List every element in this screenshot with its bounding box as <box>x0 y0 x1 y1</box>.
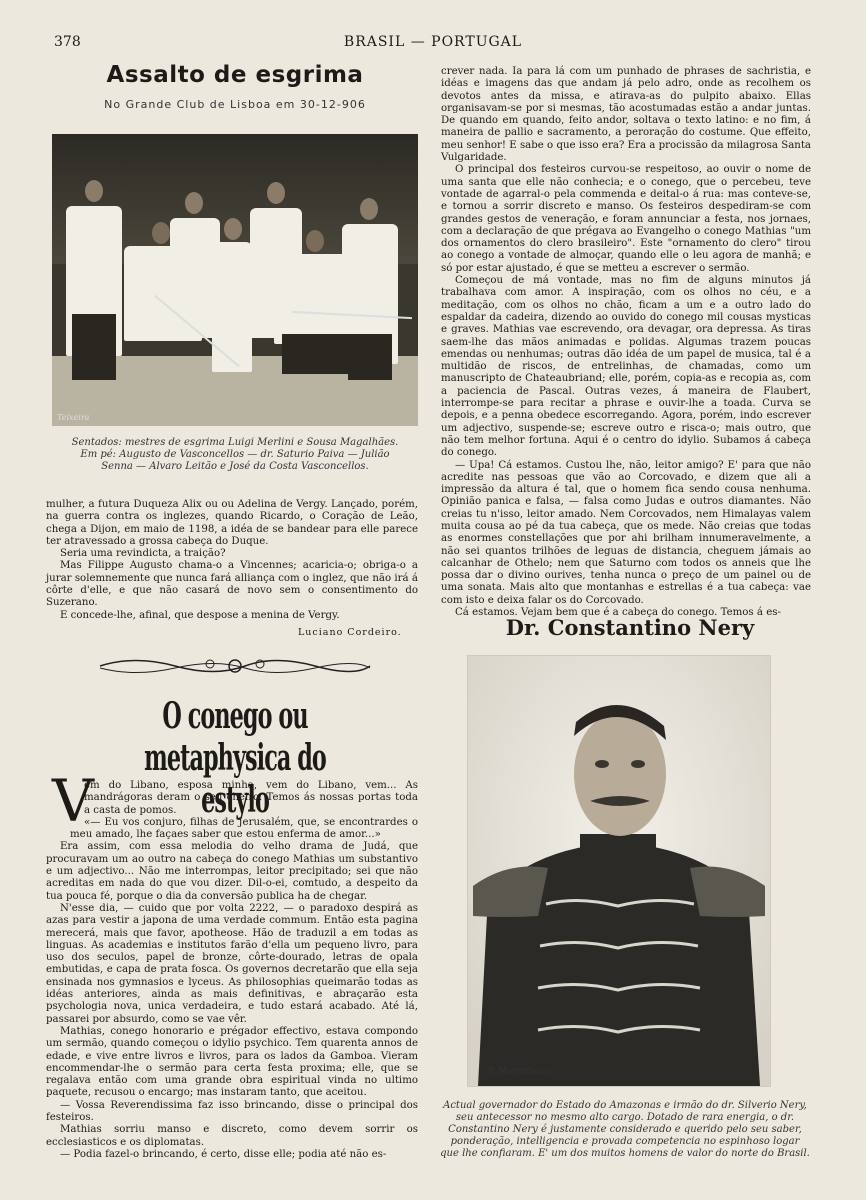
portrait-caption: Actual governador do Estado do Amazonas e irmão do dr. Silverio Nery, seu antecessor no mesmo alto cargo. Dotado de rara energia, o dr. Constantino Nery é justamente considerado e querido pelo seu saber, ponderação, intelligencia e provada competencia no espinhoso logar que lhe confiaram. E' um dos muitos homens de valor do norte do Brasil. <box>440 1100 810 1159</box>
conego-right-column: crever nada. Ia para lá com um punhado de phrases de sachristia, e idéas e imagens das que andam já pelo adro, onde as recolhem os devotos antes da missa, e atirava-as do pulpito abaixo. Ellas organisavam-se por si mesmas, tão acostumadas estão a andar juntas. De quando em quando, feito andor, soltava o texto latino: e no fim, á maneira de pallio e sacramento, a peroração do costume. Que effeito, meu senhor! E sabe o que isso era? Era a procissão da milagrosa Santa Vulgaridade. O principal dos festeiros curvou-se respeitoso, ao ouvir o nome de uma santa que elle não conhecia; e o conego, que o percebeu, teve vontade de agarral-o pela commenda e deital-o á rua: mas conteve-se, e tornou a sorrir discreto e manso. Os festeiros despediram-se com grandes gestos de veneração, e foram annunciar a festa, nos jornaes, com a declaração de que prégava ao Evangelho o conego Mathias "um dos ornamentos do clero brasileiro". Este "ornamento do clero" tirou ao conego a vontade de almoçar, quando elle o leu agora de manhã; e só por estar ajustado, é que se metteu a escrever o sermão. Começou de má vontade, mas no fim de alguns minutos já trabalhava com amor. A inspiração, com os olhos no céu, e a meditação, com os olhos no chão, ficam a um e a outro lado do espaldar da cadeira, dizendo ao ouvido do conego mil cousas mysticas e graves. Mathias vae escrevendo, ora devagar, ora depressa. As tiras saem-lhe das mãos animadas e polidas. Algumas trazem poucas emendas ou nenhumas; outras dão idéa de um papel de musica, tal é a multidão de riscos, de entrelinhas, de chamadas, como um manuscripto de Chateaubriand; elle, porém, copia-as e recopia as, com a paciencia de Pascal. Outras vezes, á maneira de Flaubert, interrompe-se para recitar a phrase e ouvir-lhe a toada. Curva se depois, e a penna obedece escorregando. Agora, porém, indo escrever um adjectivo, suspende-se; escreve outro e risca-o; mais outro, que não tem melhor fortuna. Aqui é o centro do idylio. Subamos á cabeça do conego. — Upa! Cá estamos. Custou lhe, não, leitor amigo? E' para que não acredite nas pessoas que vão ao Corcovado, e dizem que ali a impressão da altura é tal, que o homem fica sendo cousa nenhuma. Opinião panica e falsa, — falsa como Judas e outros diamantes. Não creias tu n'isso, leitor amado. Nem Corcovados, nem Himalayas valem muita cousa ao pé da tua cabeça, que os mede. Não creias que todas as enormes constellações que por ahi brilham innumeravelmente, a não sei quantos trilhões de leguas de distancia, cheguem jámais ao calcanhar de Othelo; nem que Saturno com todos os anneis que lhe possa dar o divino ourives, tenha nunca o preço de um painel ou de uma sonata. Mais alto que montanhas e estrellas é a tua cabeça: vae com isto e deixa falar os do Corcovado. Cá estamos. Vejam bem que é a cabeça do conego. Temos á es- <box>441 66 811 619</box>
fencers-group-photo <box>52 134 418 426</box>
article-continuation-text: mulher, a futura Duqueza Alix ou ou Adelina de Vergy. Lançado, porém, na guerra contra os inglezes, quando Ricardo, o Coração de Leão, chega a Dijon, em maio de 1198, a idéa de se bandear para elle parece ter atravessado a grossa cabeça do Duque. Seria uma revindicta, a traição? Mas Filippe Augusto chama-o a Vincennes; acaricia-o; obriga-o a jurar solemnemente que nunca fará alliança com o inglez, que não irá á côrte d'elle, e que não casará de novo sem o consentimento do Suzerano. E concede-lhe, afinal, que despose a menina de Vergy. <box>46 499 418 621</box>
article-title-fencing: Assalto de esgrima <box>106 62 364 88</box>
page-number: 378 <box>54 34 81 50</box>
author-signature: Luciano Cordeiro. <box>298 627 402 638</box>
conego-left-column: em do Libano, esposa minha, vem do Libano, vem... As mandrágoras deram o seu cheiro. Temos ás nossas portas toda a casta de pomos. «— Eu vos conjuro, filhas de Jerusalém, que, se encontrardes o meu amado, lhe façaes saber que estou enferma de amor...» Era assim, com essa melodia do velho drama de Judá, que procuravam um ao outro na cabeça do conego Mathias um substantivo e um adjectivo... Não me interrompas, leitor precipitado; sei que não acreditas em nada do que vou dizer. Dil-o-ei, comtudo, a despeito da tua pouca fé, porque o dia da conversão publica ha de chegar. N'esse dia, — cuido que por volta 2222, — o paradoxo despirá as azas para vestir a japona de uma verdade commum. Então esta pagina merecerá, mais que favor, apotheose. Hão de traduzil a em todas as linguas. As academias e institutos farão d'ella um pequeno livro, para uso dos seculos, papel de bronze, côrte-dourado, letras de opala embutidas, e capa de prata fosca. Os governos decretarão que ella seja ensinada nos gymnasios e lyceus. As philosophias queimarão todas as idéas anteriores, ainda as mais definitivas, e abraçarão esta psychologia nova, unica verdadeira, e tudo estará acabado. Até lá, passarei por absurdo, como se vae vêr. Mathias, conego honorario e prégador effectivo, estava compondo um sermão, quando começou o idylio psychico. Tem quarenta annos de edade, e vive entre livros e livros, para os lados da Gamboa. Vieram encommendar-lhe o sermão para certa festa proxima; elle, que se regalava então com uma grande obra espiritual vinda no ultimo paquete, recusou o encargo; mas instaram tanto, que aceitou. — Vossa Reverendissima faz isso brincando, disse o principal dos festeiros. Mathias sorriu manso e discreto, como devem sorrir os ecclesiasticos e os diplomatas. — Podia fazel-o brincando, é certo, disse elle; podia até não es- <box>46 780 418 1160</box>
article-title-conego: O conego ou metaphysica do estylo <box>144 695 326 821</box>
portrait-signature: P. Marimbasgr <box>488 1067 555 1077</box>
portrait-photo <box>467 655 771 1087</box>
drop-cap: V <box>52 767 94 835</box>
photo-caption-fencing: Sentados: mestres de esgrima Luigi Merlini e Sousa Magalhães. Em pé: Augusto de Vasconcellos — dr. Saturio Paiva — Julião Senna — Alvaro Leitão e José da Costa Vasconcellos. <box>71 437 399 472</box>
article-subtitle-fencing: No Grande Club de Lisboa em 30-12-906 <box>104 98 366 111</box>
photo-signature: Teixeira <box>57 413 90 422</box>
running-header: BRASIL — PORTUGAL <box>343 34 523 50</box>
portrait-title: Dr. Constantino Nery <box>505 615 755 640</box>
ornament-divider <box>95 655 375 677</box>
